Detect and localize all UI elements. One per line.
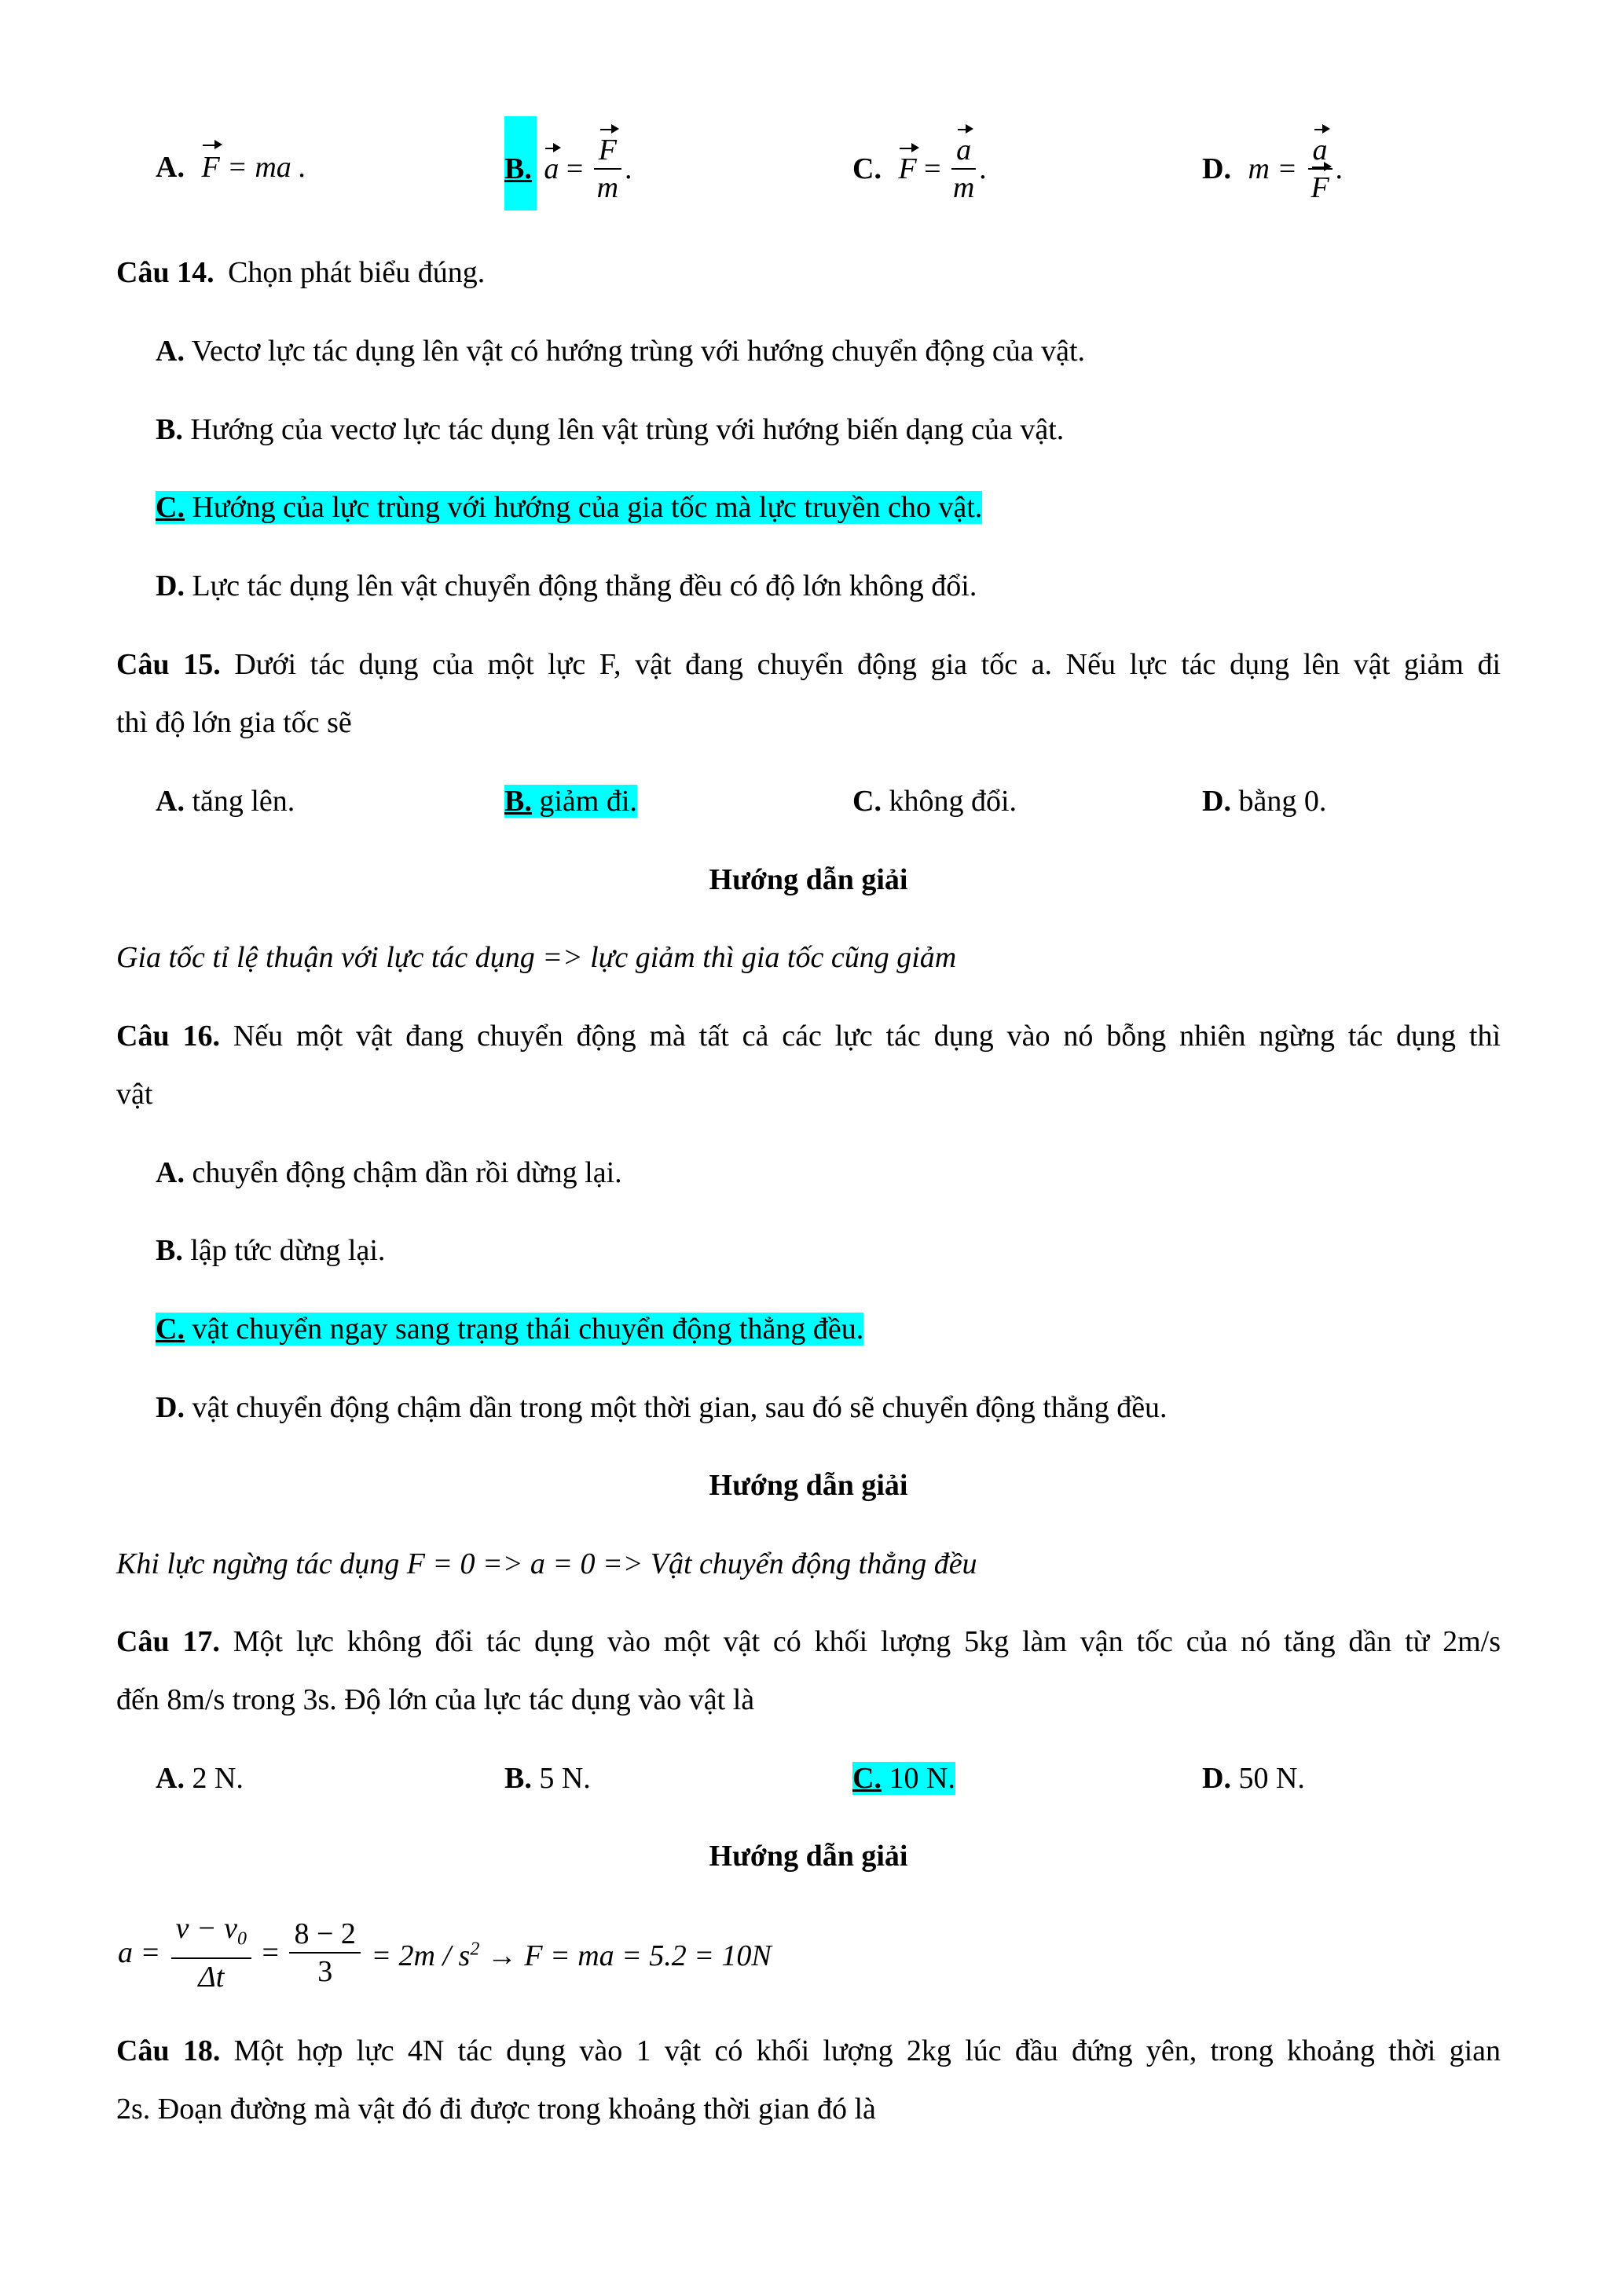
option-text: Vectơ lực tác dụng lên vật có hướng trùng với hướng chuyển động của vật. — [191, 335, 1086, 368]
option-key: B. — [156, 413, 183, 446]
superscript: 2 — [470, 1939, 480, 1960]
option-text: vật chuyển động chậm dần trong một thời gian, sau đó sẽ chuyển động thẳng đều. — [192, 1391, 1168, 1424]
option-text: bằng 0. — [1238, 785, 1327, 818]
option-text: Hướng của vectơ lực tác dụng lên vật trùng với hướng biến dạng của vật. — [190, 413, 1065, 446]
question-label: Câu 16. — [116, 1020, 220, 1053]
option-text: chuyển động chậm dần rồi dừng lại. — [192, 1156, 622, 1189]
option-text: 2 N. — [192, 1762, 244, 1795]
q13-option-b[interactable] — [504, 132, 632, 206]
option-key: A. — [156, 1156, 185, 1189]
option-key: B. — [504, 152, 532, 185]
question-label: Câu 18. — [116, 2034, 221, 2067]
option-text: vật chuyển ngay sang trạng thái chuyển động thẳng đều. — [192, 1313, 864, 1346]
numerator: a — [956, 134, 972, 167]
option-text: không đổi. — [889, 785, 1017, 818]
formula-text: → F = ma = 5.2 = 10N — [479, 1939, 772, 1973]
fraction-values — [289, 1916, 360, 1990]
option-key: B. — [156, 1234, 183, 1267]
option-text: Lực tác dụng lên vật chuyển động thẳng đều có độ lớn không đổi. — [192, 569, 977, 602]
denominator: Δt — [198, 1960, 225, 1994]
guide-text: Khi lực ngừng tác dụng F = 0 => a = 0 => Vật chuyển động thẳng đều — [116, 1547, 977, 1580]
formula-text: m = — [1248, 152, 1298, 185]
option-key: D. — [156, 1391, 185, 1424]
guide-title: Hướng dẫn giải — [709, 863, 908, 896]
question-text: Dưới tác dụng của một lực F, vật đang chuyển động gia tốc a. Nếu lực tác dụng lên vật giảm đi — [234, 648, 1501, 681]
question-text: Một hợp lực 4N tác dụng vào 1 vật có khối lượng 2kg lúc đầu đứng yên, trong khoảng thời gian — [233, 2034, 1501, 2067]
guide-text: Gia tốc tỉ lệ thuận với lực tác dụng => lực giảm thì gia tốc cũng giảm — [116, 941, 957, 974]
q15-option-c[interactable] — [852, 782, 1017, 821]
fraction — [594, 132, 621, 206]
option-key: A. — [156, 1762, 185, 1795]
question-text: Nếu một vật đang chuyển động mà tất cả các lực tác dụng vào nó bỗng nhiên ngừng tác dụng thì — [233, 1020, 1501, 1053]
question-stem-line2: vật — [116, 1078, 153, 1111]
option-key: D. — [1202, 1762, 1231, 1795]
option-key: A. — [156, 151, 185, 184]
option-text: giảm đi. — [539, 785, 637, 818]
guide-formula — [118, 1910, 772, 1995]
period: . — [979, 152, 987, 185]
equals-sign: = — [924, 152, 941, 185]
question-stem-line2: đến 8m/s trong 3s. Độ lớn của lực tác dụng vào vật là — [116, 1683, 755, 1716]
fraction-velocity — [171, 1910, 251, 1995]
question-label: Câu 15. — [116, 648, 221, 681]
guide-title: Hướng dẫn giải — [709, 1469, 908, 1502]
option-key: D. — [156, 569, 185, 602]
vector-symbol: F — [898, 152, 917, 185]
option-key: C. — [156, 491, 185, 524]
option-text: Hướng của lực trùng với hướng của gia tốc mà lực truyền cho vật. — [192, 491, 983, 524]
q13-option-a[interactable] — [156, 148, 306, 187]
numerator: v − v — [175, 1912, 238, 1945]
question-stem — [116, 253, 485, 292]
equals-sign: = — [566, 152, 584, 185]
option-key: C. — [852, 152, 882, 185]
option-text: 5 N. — [539, 1762, 591, 1795]
q17-option-d[interactable] — [1202, 1759, 1305, 1798]
period: . — [625, 152, 632, 185]
denominator: 3 — [317, 1954, 333, 1988]
option-text: 50 N. — [1238, 1762, 1305, 1795]
question-label: Câu 17. — [116, 1625, 220, 1658]
equals-sign: = — [262, 1935, 279, 1969]
question-stem-line2: thì độ lớn gia tốc sẽ — [116, 706, 352, 739]
option-text: lập tức dừng lại. — [190, 1234, 386, 1267]
q16-option-c[interactable] — [156, 1309, 863, 1349]
q17-option-a[interactable] — [156, 1759, 244, 1798]
option-key: C. — [156, 1313, 185, 1346]
fraction — [1308, 132, 1333, 206]
formula-lhs: a = — [118, 1935, 161, 1969]
question-text: Một lực không đổi tác dụng vào một vật có khối lượng 5kg làm vận tốc của nó tăng dần từ 2m/s — [233, 1625, 1501, 1658]
denominator: m — [596, 171, 619, 204]
q13-option-c[interactable] — [852, 132, 987, 206]
option-key: B. — [504, 785, 532, 818]
vector-symbol: F — [201, 148, 219, 187]
formula-text: = ma . — [227, 151, 306, 184]
option-text: 10 N. — [889, 1762, 955, 1795]
q15-option-a[interactable] — [156, 782, 295, 821]
formula-text: = 2m / s — [371, 1939, 471, 1973]
fraction — [951, 132, 976, 206]
question-stem-line2: 2s. Đoạn đường mà vật đó đi được trong khoảng thời gian đó là — [116, 2093, 876, 2126]
question-stem-line1 — [116, 1016, 1501, 1056]
numerator: a — [1312, 134, 1328, 167]
q17-option-c[interactable] — [852, 1759, 955, 1798]
option-key: C. — [852, 1762, 882, 1795]
q14-option-d[interactable] — [156, 566, 977, 606]
option-text: tăng lên. — [192, 785, 295, 818]
denominator: m — [952, 171, 975, 204]
guide-title: Hướng dẫn giải — [709, 1840, 908, 1873]
q15-option-b[interactable] — [504, 782, 637, 821]
option-key: D. — [1202, 785, 1231, 818]
q17-option-b[interactable] — [504, 1759, 591, 1798]
vector-symbol: a — [544, 152, 559, 185]
option-key: B. — [504, 1762, 532, 1795]
subscript: 0 — [237, 1928, 247, 1950]
q13-option-d[interactable] — [1202, 132, 1343, 206]
numerator: 8 − 2 — [289, 1916, 360, 1954]
q16-option-d[interactable] — [156, 1388, 1168, 1427]
q14-option-c[interactable] — [156, 488, 982, 527]
option-key: D. — [1202, 152, 1231, 185]
denominator: F — [1311, 171, 1329, 204]
q14-option-b[interactable] — [156, 410, 1064, 449]
q16-option-b[interactable] — [156, 1231, 385, 1270]
question-stem-line1 — [116, 2031, 1501, 2071]
option-key: A. — [156, 785, 185, 818]
q14-option-a[interactable] — [156, 331, 1085, 371]
numerator: F — [598, 134, 618, 167]
q15-option-d[interactable] — [1202, 782, 1326, 821]
period: . — [1335, 152, 1344, 185]
question-stem-line1 — [116, 1622, 1501, 1661]
question-label: Câu 14. — [116, 256, 214, 289]
question-text: Chọn phát biểu đúng. — [228, 256, 486, 289]
option-key: C. — [852, 785, 882, 818]
question-stem-line1 — [116, 645, 1501, 684]
option-key: A. — [156, 335, 185, 368]
q16-option-a[interactable] — [156, 1153, 622, 1192]
